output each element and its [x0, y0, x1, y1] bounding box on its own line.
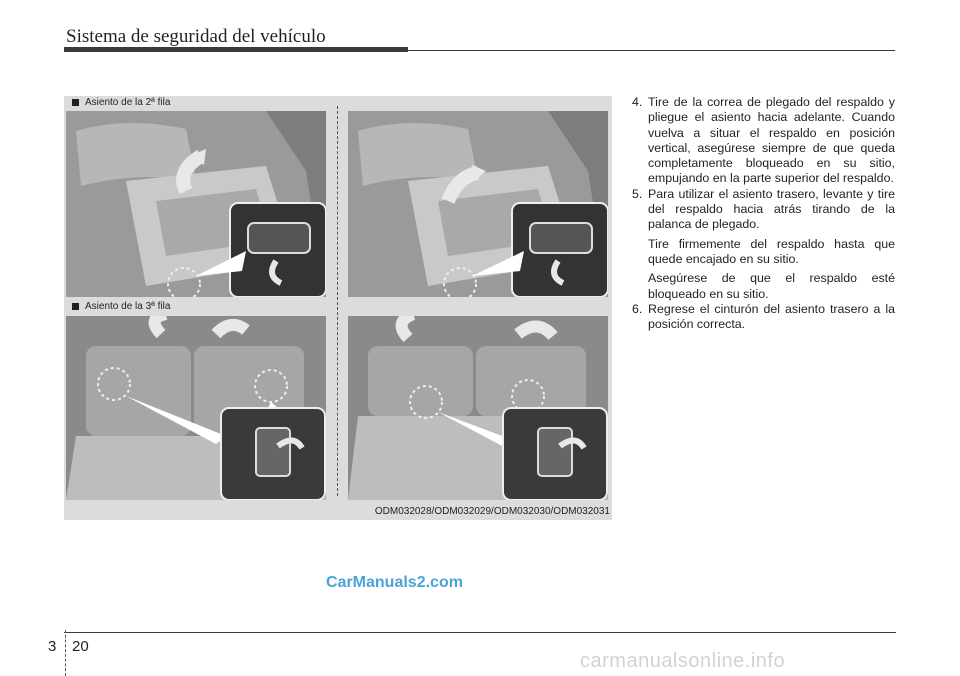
figure-label-row2 — [72, 97, 170, 108]
footer-site-watermark: carmanualsonline.info — [580, 650, 786, 672]
step-number: 4. — [632, 95, 643, 109]
instruction-steps — [632, 95, 895, 332]
photo-second-row-folding-left — [66, 111, 326, 297]
figure-label-row3 — [72, 301, 170, 312]
figure-divider — [337, 106, 338, 496]
step-5 — [632, 187, 895, 302]
step-6 — [632, 302, 895, 333]
step-text: Tire de la correa de plegado del respaldo y pliegue el asiento hacia adelante. Cuando vuelva a situar el respaldo en posición vertical, asegúrese siempre de que queda completamente bloqueado en su sitio, empujando en la parte superior del respaldo. — [648, 95, 895, 186]
square-bullet-icon — [72, 303, 79, 310]
step-number: 6. — [632, 301, 643, 316]
footer-rule — [64, 632, 896, 633]
watermark-link[interactable]: CarManuals2.com — [326, 574, 463, 591]
page-number-divider — [65, 630, 66, 676]
square-bullet-icon — [72, 99, 79, 106]
photo-third-row-left — [66, 316, 326, 500]
step-text: Tire firmemente del respaldo hasta que quede encajado en su sitio. — [648, 236, 895, 266]
photo-third-row-right — [348, 316, 608, 500]
page-header-title: Sistema de seguridad del vehículo — [66, 26, 326, 47]
step-text: Para utilizar el asiento trasero, levante y tire del respaldo hacia atrás tirando de la palanca de plegado. — [648, 186, 895, 232]
photo-second-row-folding-right — [348, 111, 608, 297]
figure-code: ODM032028/ODM032029/ODM032030/ODM032031 — [374, 506, 610, 517]
figure-label-row3-text: Asiento de la 3ª fila — [85, 301, 171, 312]
figure-label-row2-text: Asiento de la 2ª fila — [85, 97, 171, 108]
section-number: 3 — [48, 638, 57, 655]
step-text: Asegúrese de que el respaldo esté bloqueado en su sitio. — [648, 271, 895, 301]
step-4 — [632, 95, 895, 187]
step-number: 5. — [632, 186, 643, 201]
header-rule — [64, 47, 408, 52]
page-number: 20 — [72, 638, 89, 655]
step-text: Regrese el cinturón del asiento trasero a la posición correcta. — [648, 301, 895, 332]
header-rule-thin — [408, 50, 895, 51]
